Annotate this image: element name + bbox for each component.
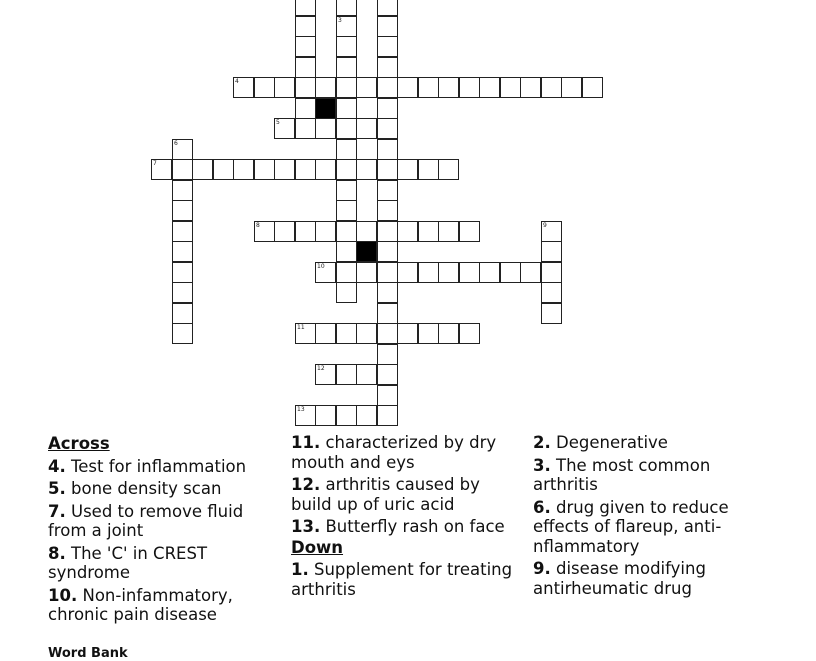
grid-cell[interactable] <box>479 77 500 98</box>
grid-cell[interactable] <box>418 323 439 344</box>
grid-cell[interactable] <box>418 77 439 98</box>
grid-cell[interactable] <box>377 221 398 242</box>
clue-column-2 <box>291 433 523 599</box>
grid-clue-number: 12 <box>317 365 325 372</box>
grid-cell[interactable] <box>377 405 398 426</box>
grid-cell[interactable] <box>541 221 562 242</box>
clue-down-2 <box>533 433 765 453</box>
grid-cell[interactable] <box>336 0 357 16</box>
grid-cell[interactable] <box>295 323 316 344</box>
clue-number: 7. <box>48 501 66 521</box>
grid-cell[interactable] <box>254 77 275 98</box>
grid-cell[interactable] <box>315 262 336 283</box>
grid-cell[interactable] <box>500 77 521 98</box>
grid-cell[interactable] <box>418 262 439 283</box>
grid-clue-number: 3 <box>338 17 342 24</box>
grid-cell[interactable] <box>520 262 541 283</box>
clue-number: 4. <box>48 456 66 476</box>
clue-number: 3. <box>533 455 551 475</box>
clue-number: 10. <box>48 585 78 605</box>
grid-clue-number: 13 <box>297 406 305 413</box>
grid-cell[interactable] <box>213 159 234 180</box>
clue-text: Test for inflammation <box>71 456 247 476</box>
grid-cell[interactable] <box>336 36 357 57</box>
clue-text: disease modifying antirheumatic drug <box>533 559 706 598</box>
grid-cell[interactable] <box>295 221 316 242</box>
grid-cell[interactable] <box>315 159 336 180</box>
grid-cell[interactable] <box>315 221 336 242</box>
grid-cell[interactable] <box>356 262 377 283</box>
grid-cell[interactable] <box>377 57 398 78</box>
grid-cell[interactable] <box>295 98 316 119</box>
clue-number: 9. <box>533 559 551 578</box>
grid-cell[interactable] <box>315 405 336 426</box>
grid-cell[interactable] <box>336 16 357 37</box>
grid-cell[interactable] <box>315 77 336 98</box>
grid-cell[interactable] <box>377 385 398 406</box>
grid-cell[interactable] <box>172 200 193 221</box>
grid-cell[interactable] <box>274 77 295 98</box>
grid-cell[interactable] <box>356 405 377 426</box>
clue-text: Used to remove fluid from a joint <box>48 501 244 540</box>
grid-cell[interactable] <box>438 262 459 283</box>
grid-cell[interactable] <box>295 0 316 16</box>
grid-cell[interactable] <box>377 139 398 160</box>
grid-cell[interactable] <box>151 159 172 180</box>
clue-text: Supplement for treating arthritis <box>291 560 513 599</box>
grid-cell[interactable] <box>172 262 193 283</box>
grid-cell[interactable] <box>172 241 193 262</box>
down-heading: Down <box>291 537 344 557</box>
grid-cell[interactable] <box>336 159 357 180</box>
grid-cell[interactable] <box>397 323 418 344</box>
clue-text: The most common arthritis <box>533 455 711 494</box>
grid-cell[interactable] <box>356 77 377 98</box>
grid-cell[interactable] <box>377 180 398 201</box>
grid-clue-number: 6 <box>174 140 178 147</box>
grid-cell[interactable] <box>356 364 377 385</box>
grid-cell[interactable] <box>377 323 398 344</box>
grid-cell[interactable] <box>274 118 295 139</box>
grid-cell[interactable] <box>397 159 418 180</box>
grid-cell[interactable] <box>459 323 480 344</box>
grid-cell[interactable] <box>356 221 377 242</box>
clue-across-5 <box>48 479 280 499</box>
clue-text: Degenerative <box>556 433 668 452</box>
grid-clue-number: 8 <box>256 222 260 229</box>
grid-clue-number: 5 <box>276 119 280 126</box>
grid-cell[interactable] <box>295 16 316 37</box>
grid-cell[interactable] <box>336 139 357 160</box>
grid-cell[interactable] <box>541 303 562 324</box>
grid-cell[interactable] <box>172 303 193 324</box>
grid-cell[interactable] <box>192 159 213 180</box>
grid-cell[interactable] <box>541 77 562 98</box>
grid-cell[interactable] <box>336 98 357 119</box>
word-bank-heading: Word Bank <box>48 646 128 661</box>
grid-cell[interactable] <box>315 364 336 385</box>
grid-cell[interactable] <box>377 159 398 180</box>
clue-number: 12. <box>291 475 321 494</box>
clue-number: 11. <box>291 433 321 452</box>
grid-cell[interactable] <box>315 323 336 344</box>
grid-cell[interactable] <box>274 221 295 242</box>
grid-cell[interactable] <box>172 159 193 180</box>
clue-number: 5. <box>48 479 66 498</box>
grid-cell[interactable] <box>336 364 357 385</box>
grid-cell[interactable] <box>254 159 275 180</box>
grid-cell[interactable] <box>356 118 377 139</box>
grid-cell[interactable] <box>377 77 398 98</box>
grid-cell[interactable] <box>582 77 603 98</box>
grid-cell[interactable] <box>295 36 316 57</box>
clue-number: 1. <box>291 560 309 579</box>
grid-cell[interactable] <box>295 405 316 426</box>
grid-cell[interactable] <box>377 364 398 385</box>
grid-cell[interactable] <box>295 159 316 180</box>
grid-cell[interactable] <box>274 159 295 180</box>
clue-number: 8. <box>48 543 66 563</box>
clue-across-8 <box>48 544 280 583</box>
grid-cell[interactable] <box>397 221 418 242</box>
clue-text: characterized by dry mouth and eys <box>291 433 497 472</box>
grid-cell[interactable] <box>336 262 357 283</box>
grid-cell[interactable] <box>377 16 398 37</box>
grid-cell[interactable] <box>561 77 582 98</box>
grid-cell[interactable] <box>377 200 398 221</box>
clue-text: The 'C' in CREST syndrome <box>48 543 208 582</box>
grid-cell[interactable] <box>233 77 254 98</box>
grid-cell[interactable] <box>377 282 398 303</box>
clue-down-3 <box>533 456 765 495</box>
grid-cell[interactable] <box>377 344 398 365</box>
grid-cell[interactable] <box>377 303 398 324</box>
grid-cell[interactable] <box>295 77 316 98</box>
grid-cell[interactable] <box>356 323 377 344</box>
grid-cell[interactable] <box>377 0 398 16</box>
grid-cell[interactable] <box>418 159 439 180</box>
grid-cell[interactable] <box>172 221 193 242</box>
grid-cell[interactable] <box>438 77 459 98</box>
grid-cell[interactable] <box>336 405 357 426</box>
clue-down-1 <box>291 560 523 599</box>
grid-cell[interactable] <box>541 241 562 262</box>
grid-cell[interactable] <box>397 262 418 283</box>
grid-cell[interactable] <box>336 323 357 344</box>
grid-cell[interactable] <box>336 200 357 221</box>
grid-clue-number: 10 <box>317 263 325 270</box>
clue-column-1 <box>48 433 280 625</box>
grid-cell[interactable] <box>459 221 480 242</box>
grid-cell[interactable] <box>438 159 459 180</box>
grid-cell[interactable] <box>295 118 316 139</box>
grid-cell[interactable] <box>233 159 254 180</box>
grid-cell[interactable] <box>336 221 357 242</box>
black-square <box>315 98 336 119</box>
grid-cell[interactable] <box>377 36 398 57</box>
grid-clue-number: 7 <box>153 160 157 167</box>
grid-cell[interactable] <box>336 282 357 303</box>
clue-down-9 <box>533 559 765 598</box>
clue-across-11 <box>291 433 523 472</box>
grid-cell[interactable] <box>438 323 459 344</box>
clue-number: 6. <box>533 497 551 517</box>
grid-cell[interactable] <box>459 262 480 283</box>
clue-number: 2. <box>533 433 551 452</box>
grid-cell[interactable] <box>172 323 193 344</box>
grid-cell[interactable] <box>500 262 521 283</box>
grid-cell[interactable] <box>336 180 357 201</box>
clue-text: Butterfly rash on face <box>325 517 505 536</box>
clue-across-7 <box>48 502 280 541</box>
grid-cell[interactable] <box>479 262 500 283</box>
grid-cell[interactable] <box>172 282 193 303</box>
black-square <box>356 241 377 262</box>
clue-column-3 <box>533 433 765 598</box>
grid-cell[interactable] <box>172 139 193 160</box>
grid-cell[interactable] <box>356 159 377 180</box>
grid-cell[interactable] <box>377 241 398 262</box>
grid-cell[interactable] <box>418 221 439 242</box>
clue-down-6 <box>533 498 765 557</box>
grid-cell[interactable] <box>336 77 357 98</box>
grid-cell[interactable] <box>397 77 418 98</box>
grid-cell[interactable] <box>254 221 275 242</box>
clue-text: arthritis caused by build up of uric acid <box>291 475 480 514</box>
grid-cell[interactable] <box>520 77 541 98</box>
grid-cell[interactable] <box>315 118 336 139</box>
grid-cell[interactable] <box>336 57 357 78</box>
clue-across-10 <box>48 586 280 625</box>
grid-cell[interactable] <box>541 282 562 303</box>
clue-text: Non-infammatory, chronic pain disease <box>48 585 233 624</box>
grid-cell[interactable] <box>541 262 562 283</box>
clue-number: 13. <box>291 517 321 536</box>
clue-text: drug given to reduce effects of flareup, anti-nflammatory <box>533 497 729 556</box>
grid-cell[interactable] <box>336 118 357 139</box>
grid-cell[interactable] <box>459 77 480 98</box>
clue-across-12 <box>291 475 523 514</box>
grid-cell[interactable] <box>295 57 316 78</box>
grid-cell[interactable] <box>172 180 193 201</box>
across-heading: Across <box>48 434 110 453</box>
clue-text: bone density scan <box>71 479 222 498</box>
grid-cell[interactable] <box>377 118 398 139</box>
grid-cell[interactable] <box>336 241 357 262</box>
grid-clue-number: 4 <box>235 78 239 85</box>
grid-clue-number: 11 <box>297 324 305 331</box>
grid-cell[interactable] <box>438 221 459 242</box>
clue-across-13 <box>291 517 523 537</box>
grid-cell[interactable] <box>377 98 398 119</box>
grid-cell[interactable] <box>377 262 398 283</box>
grid-clue-number: 9 <box>543 222 547 229</box>
clue-across-4 <box>48 457 280 477</box>
